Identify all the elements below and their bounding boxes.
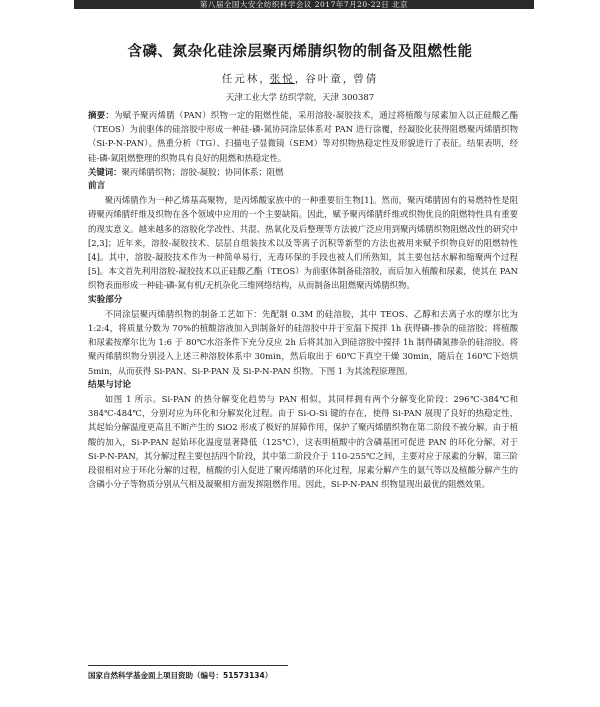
keywords-text: 聚丙烯腈织物；溶胶-凝胶；协同体系；阻燃 <box>121 166 284 177</box>
author-name: 曾倩 <box>353 73 379 85</box>
section-heading-experimental: 实验部分 <box>88 294 123 305</box>
abstract <box>88 108 518 165</box>
author-affiliation: 天津工业大学 纺织学院，天津 300387 <box>225 93 375 103</box>
section-heading-intro: 前言 <box>88 181 106 192</box>
author-name: 任元林 <box>221 73 260 85</box>
funding-footnote: 国家自然科学基金面上项目资助（编号：51573134） <box>88 671 273 680</box>
experimental-paragraph: 不同涂层聚丙烯腈织物的制备工艺如下：先配制 0.3M 的硅溶胶，其中 TEOS、乙醇和去离子水的摩尔比为 1:2:4，将质量分数为 70%的植酸溶液加入到制备好的硅溶胶中并于室温下搅拌 1h 获得磷-掺杂的硅溶胶；将植酸和尿素按摩尔比为 1:6 于 80℃水浴条件下充分反应 2h 后将其加入到硅溶胶中搅拌 1h 制得磷氮掺杂的硅溶胶。将聚丙烯腈织物分别浸入上述三种溶胶体系中 30min，然后取出于 60℃下真空干燥 30min，随后在 160℃下焙烘 5min，从而获得 Si-PAN、Si-P-PAN 及 Si-P-N-PAN 织物。下图 1 为其流程原理图。 <box>88 308 518 376</box>
results-paragraph: 如图 1 所示。Si-PAN 的热分解变化趋势与 PAN 相似，其同样拥有两个分解变化阶段：296℃-384℃和 384℃-484℃，分别对应为环化和分解炭化过程。由于 Si-O-Si 键的存在，使得 Si-PAN 展现了良好的热稳定性，其起始分解温度更高且不断产生的 SiO2 形成了极好的屏障作用，保护了聚丙烯腈织物在第二阶段不被分解。由于植酸的加入，Si-P-PAN 起始环化温度显著降低（125℃），这表明植酸中的含磷基团可促进 PAN 的环化分解。对于 Si-P-N-PAN，其分解过程主要包括四个阶段，其中第二阶段介于 110-255℃之间，主要对应于尿素的分解，第三阶段很相对应于环化分解的过程，植酸的引入促进了聚丙烯腈的环化过程，尿素分解产生的氨气等以及植酸分解产生的含磷小分子等物质分别从气相及凝聚相方面发挥阻燃作用。因此，Si-P-N-PAN 织物显现出最优的阻燃效果。 <box>88 394 518 490</box>
conference-header-bar: 第八届全国大安全纺织科学会议 2017年7月20-22日 北京 <box>74 0 534 9</box>
article-body <box>88 108 518 491</box>
abstract-text: 为赋予聚丙烯腈（PAN）织物一定的阻燃性能，采用溶胶-凝胶技术，通过将植酸与尿素加入以正硅酸乙酯（TEOS）为前驱体的硅溶胶中形成一种硅-磷-氮协同涂层体系对 PAN 进行涂覆，经凝胶化获得阻燃聚丙烯腈织物（Si-P-N-PAN）。热重分析（TG）、扫描电子显微镜（SEM）等对织物热稳定性及形貌进行了表征。结果表明，经硅-磷-氮阻燃整理的织物具有良好的阻燃和热稳定性。 <box>88 110 519 163</box>
footnote-divider <box>88 665 288 666</box>
author-list: 任元林，张悦，谷叶童，曾倩 <box>221 73 379 85</box>
article-title: 含磷、氮杂化硅涂层聚丙烯腈织物的制备及阻燃性能 <box>127 44 473 60</box>
keywords-label: 关键词： <box>88 166 122 177</box>
keywords <box>88 165 518 179</box>
author-name: 张悦 <box>269 73 295 85</box>
intro-paragraph: 聚丙烯腈作为一种乙烯基高聚物，是丙烯酸家族中的一种重要衍生物[1]。然而，聚丙烯腈固有的易燃特性是阻碍聚丙烯腈纤维及织物在各个领域中应用的一个主要缺陷。因此，赋予聚丙烯腈纤维或织物优良的阻燃特性具有重要的现实意义。越来越多的溶胶化学改性、共混、热氧化及后整理等方法被广泛应用到聚丙烯腈织物阻燃改性的研究中[2,3]；近年来，溶胶-凝胶技术、层层自组装技术以及等离子沉积等新型的方法也被用来赋予织物良好的阻燃特性[4]。其中，溶胶-凝胶技术作为一种简单易行，无毒环保的手段也被人们所熟知，其主要包括水解和缩聚两个过程[5]。本文首先利用溶胶-凝胶技术以正硅酸乙酯（TEOS）为前驱体制备硅溶胶，而后加入植酸和尿素，使其在 PAN 织物表面形成一种硅-磷-氮有机/无机杂化三维网络结构，从而制备出阻燃聚丙烯腈织物。 <box>88 195 518 291</box>
section-heading-results: 结果与讨论 <box>88 379 131 390</box>
author-name: 谷叶童 <box>305 73 343 85</box>
abstract-label: 摘要： <box>88 110 115 120</box>
